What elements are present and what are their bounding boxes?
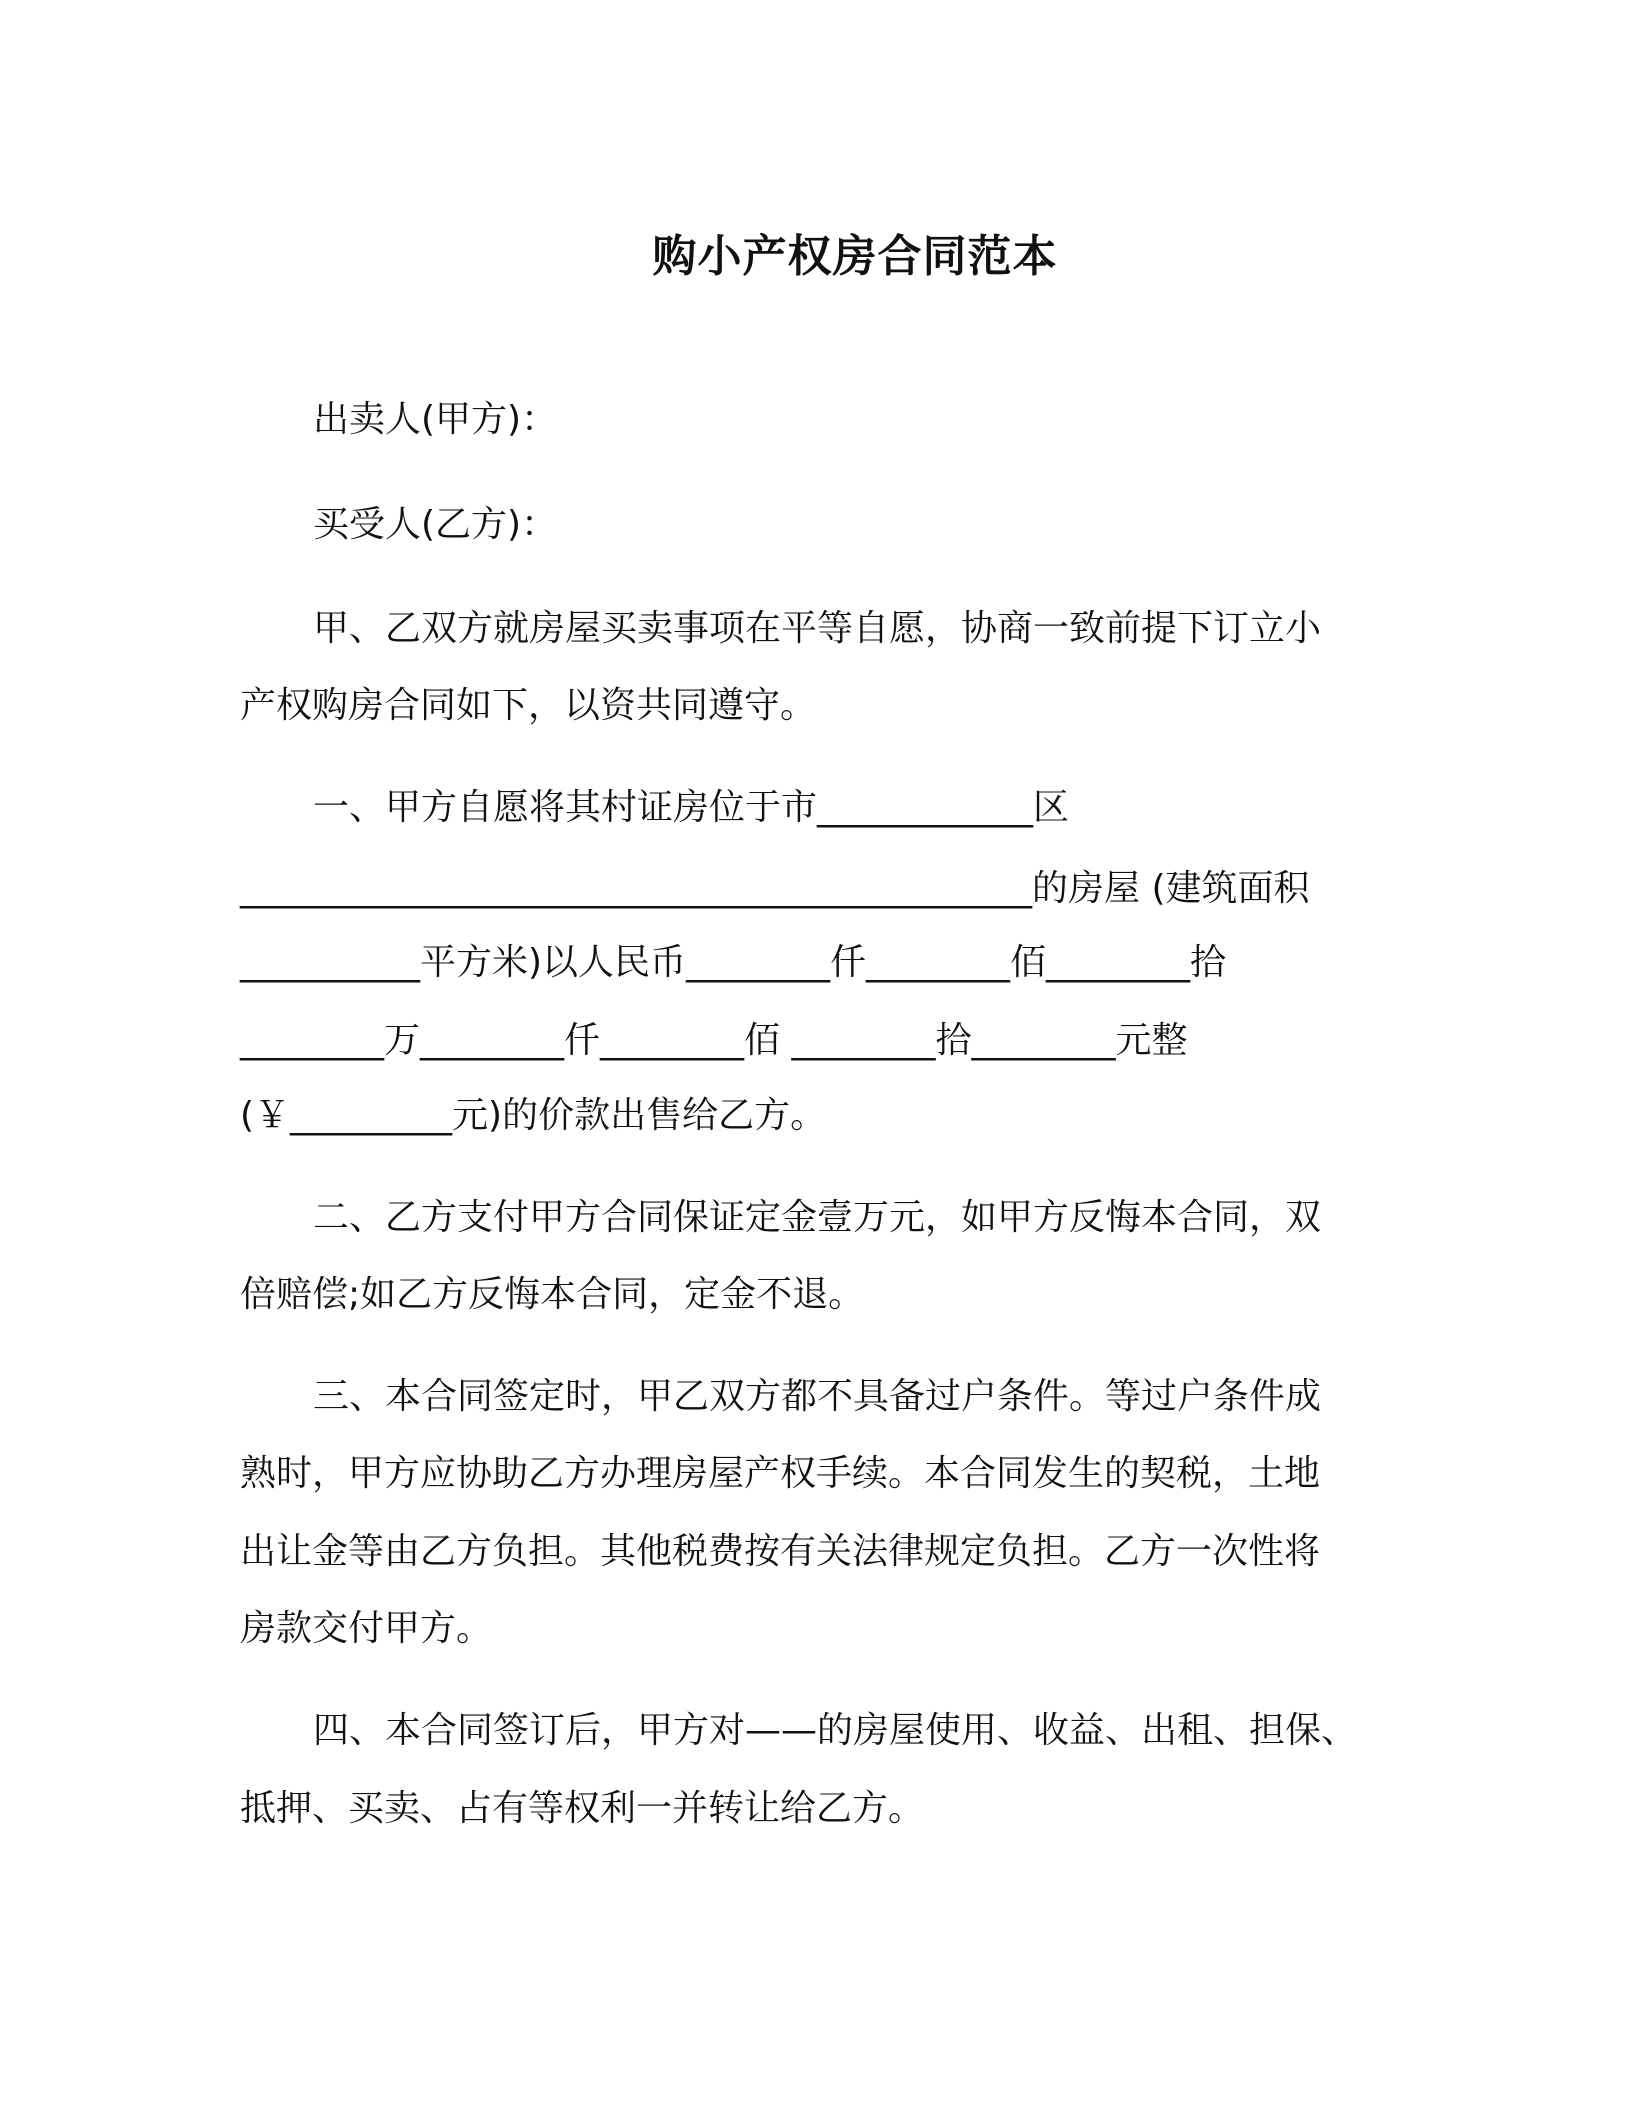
preamble-line-2: 产权购房合同如下，以资共同遵守。 (240, 685, 817, 726)
clause-2-line-1: 二、乙方支付甲方合同保证定金壹万元，如甲方反悔本合同，双 (313, 1197, 1322, 1238)
clause-3-line-3: 出让金等由乙方负担。其他税费按有关法律规定负担。乙方一次性将 (240, 1531, 1321, 1572)
clause-1-line-4: ________万________仟________佰 ________拾________元整 (240, 1020, 1188, 1061)
clause-4-line-1: 四、本合同签订后，甲方对——的房屋使用、收益、出租、担保、 (313, 1710, 1358, 1751)
clause-2-line-2: 倍赔偿;如乙方反悔本合同，定金不退。 (240, 1274, 865, 1315)
clause-1-line-2: ____________________________________________的房屋 (建筑面积 (240, 868, 1310, 909)
clause-1-line-1: 一、甲方自愿将其村证房位于市____________区 (313, 787, 1070, 828)
seller-line: 出卖人(甲方)： (313, 399, 558, 440)
clause-3-line-1: 三、本合同签定时，甲乙双方都不具备过户条件。等过户条件成 (313, 1376, 1322, 1417)
preamble-line-1: 甲、乙双方就房屋买卖事项在平等自愿，协商一致前提下订立小 (313, 608, 1322, 649)
buyer-line: 买受人(乙方)： (313, 504, 558, 545)
clause-1-line-3: __________平方米)以人民币________仟________佰________拾 (240, 942, 1227, 983)
clause-4-line-2: 抵押、买卖、占有等权利一并转让给乙方。 (240, 1788, 925, 1829)
clause-3-line-4: 房款交付甲方。 (240, 1608, 493, 1649)
document-title: 购小产权房合同范本 (652, 231, 1058, 282)
clause-1-line-5: (￥_________元)的价款出售给乙方。 (240, 1095, 827, 1136)
clause-3-line-2: 熟时，甲方应协助乙方办理房屋产权手续。本合同发生的契税，土地 (240, 1453, 1321, 1494)
